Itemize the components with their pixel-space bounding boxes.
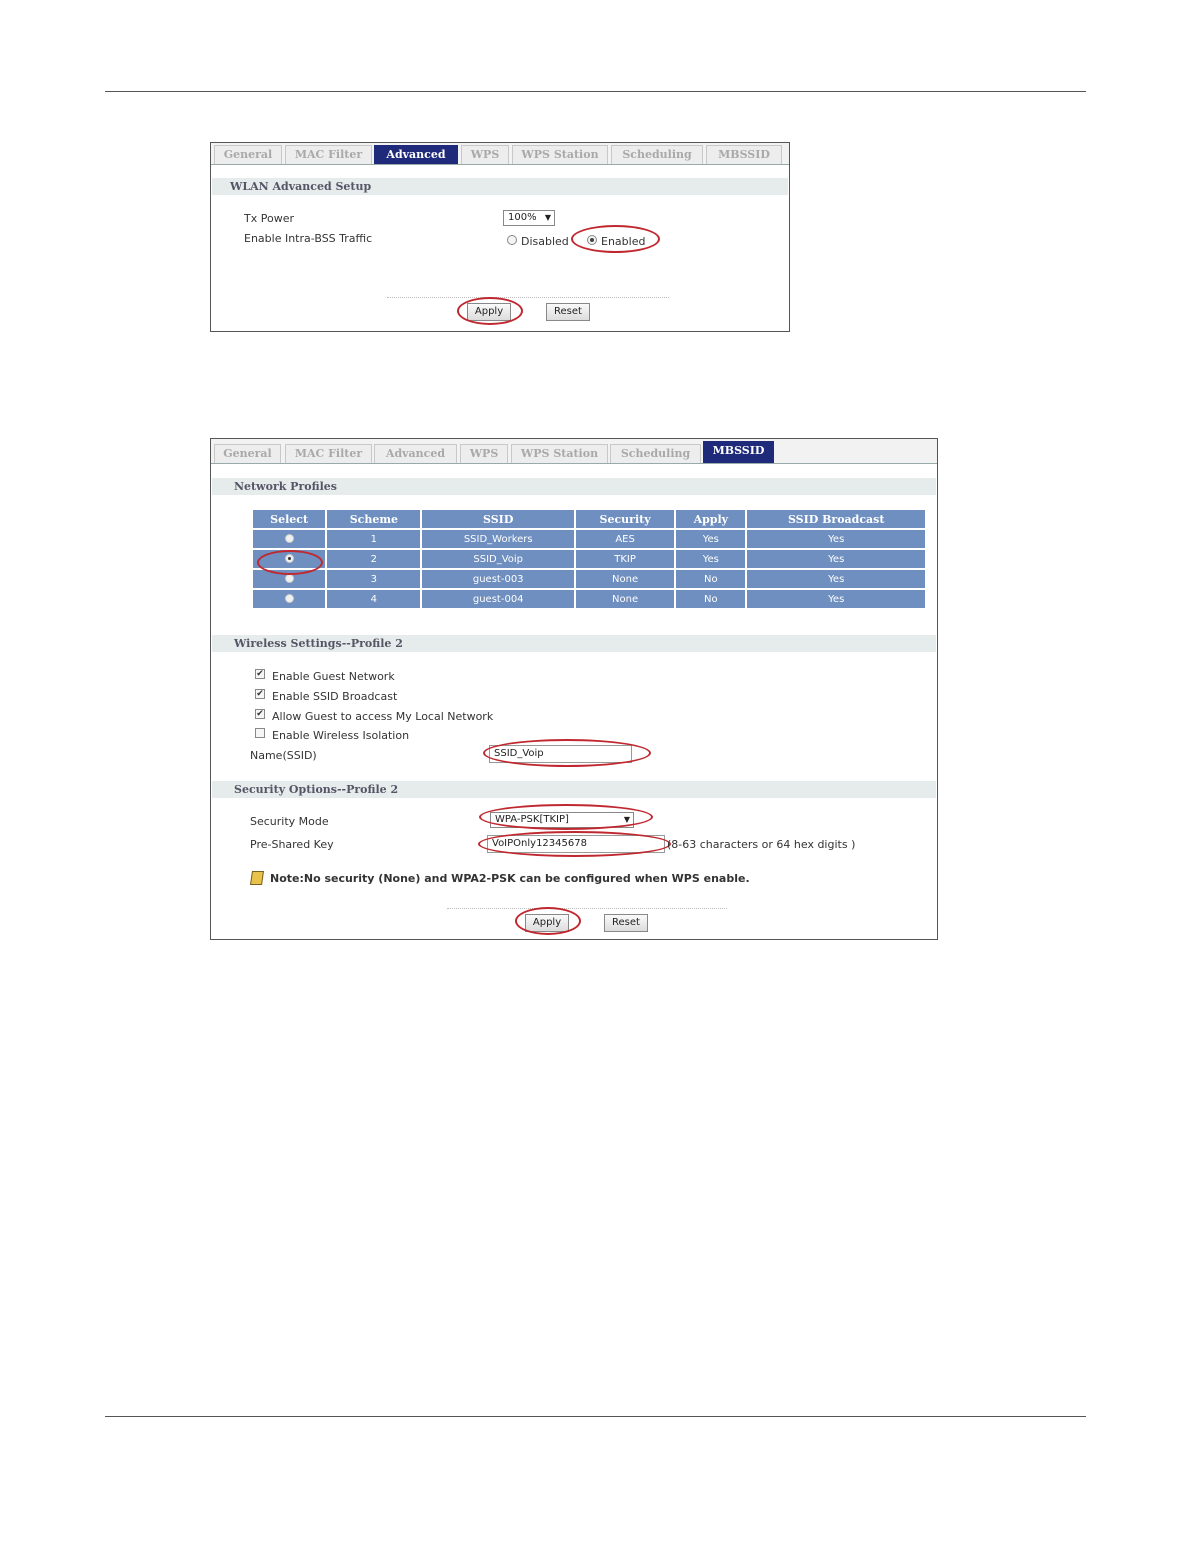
tab-wps[interactable]: WPS xyxy=(461,145,509,164)
ssid-name-input[interactable]: SSID_Voip xyxy=(489,745,632,763)
scheme-cell: 4 xyxy=(327,590,420,608)
tx-power-label: Tx Power xyxy=(244,212,294,225)
tab-bar xyxy=(211,143,789,165)
intra-bss-label: Enable Intra-BSS Traffic xyxy=(244,232,373,245)
tab-general[interactable]: General xyxy=(214,145,282,164)
row-radio[interactable] xyxy=(285,594,294,603)
header-security: Security xyxy=(576,510,674,528)
security-mode-value: WPA-PSK[TKIP] xyxy=(495,814,569,825)
intra-bss-enabled-radio[interactable] xyxy=(587,235,597,245)
name-ssid-label: Name(SSID) xyxy=(250,749,317,762)
apply-cell: No xyxy=(676,590,745,608)
tab-general[interactable]: General xyxy=(214,444,281,463)
tab-bar xyxy=(211,439,937,464)
broadcast-cell: Yes xyxy=(747,590,925,608)
security-mode-label: Security Mode xyxy=(250,815,329,828)
ssid-cell: guest-003 xyxy=(422,570,573,588)
ssid-cell: guest-004 xyxy=(422,590,573,608)
wireless-isolation-label: Enable Wireless Isolation xyxy=(272,729,410,742)
select-cell[interactable] xyxy=(253,550,325,568)
scheme-cell: 1 xyxy=(327,530,420,548)
reset-button[interactable]: Reset xyxy=(546,303,590,321)
tab-scheduling[interactable]: Scheduling xyxy=(610,444,701,463)
note-icon xyxy=(250,871,264,885)
table-row[interactable] xyxy=(253,550,925,568)
tab-advanced[interactable]: Advanced xyxy=(374,145,458,164)
guest-local-access-checkbox[interactable]: ✔ xyxy=(256,709,264,719)
row-radio[interactable] xyxy=(285,574,294,583)
ssid-broadcast-checkbox[interactable]: ✔ xyxy=(256,689,264,699)
select-cell[interactable] xyxy=(253,570,325,588)
security-cell: None xyxy=(576,590,674,608)
row-radio[interactable] xyxy=(285,554,294,563)
guest-network-label: Enable Guest Network xyxy=(272,670,395,683)
apply-button[interactable]: Apply xyxy=(467,303,511,321)
tab-mac-filter[interactable]: MAC Filter xyxy=(285,444,372,463)
apply-cell: No xyxy=(676,570,745,588)
row-radio[interactable] xyxy=(285,534,294,543)
table-row[interactable] xyxy=(253,530,925,548)
select-cell[interactable] xyxy=(253,590,325,608)
wps-note: Note:No security (None) and WPA2-PSK can be configured when WPS enable. xyxy=(270,872,750,885)
header-ssid: SSID xyxy=(422,510,573,528)
tab-advanced[interactable]: Advanced xyxy=(374,444,457,463)
header-ssid-broadcast: SSID Broadcast xyxy=(747,510,925,528)
wireless-isolation-checkbox[interactable] xyxy=(255,728,265,738)
tab-scheduling[interactable]: Scheduling xyxy=(611,145,703,164)
table-row[interactable] xyxy=(253,570,925,588)
psk-label: Pre-Shared Key xyxy=(250,838,334,851)
tab-wps[interactable]: WPS xyxy=(460,444,508,463)
ssid-broadcast-label: Enable SSID Broadcast xyxy=(272,690,398,703)
bottom-rule xyxy=(105,1416,1086,1417)
security-cell: AES xyxy=(576,530,674,548)
select-cell[interactable] xyxy=(253,530,325,548)
intra-bss-disabled-label: Disabled xyxy=(521,235,569,248)
ssid-cell: SSID_Workers xyxy=(422,530,573,548)
guest-local-access-label: Allow Guest to access My Local Network xyxy=(272,710,494,723)
broadcast-cell: Yes xyxy=(747,570,925,588)
psk-input[interactable]: VoIPOnly12345678 xyxy=(487,835,665,853)
divider xyxy=(387,297,669,298)
header-apply: Apply xyxy=(676,510,745,528)
broadcast-cell: Yes xyxy=(747,530,925,548)
network-profiles-title: Network Profiles xyxy=(212,477,936,495)
apply-button[interactable]: Apply xyxy=(525,914,569,932)
intra-bss-enabled-label: Enabled xyxy=(601,235,646,248)
tx-power-value: 100% xyxy=(508,212,537,223)
tab-mbssid[interactable]: MBSSID xyxy=(703,441,774,463)
table-header xyxy=(253,510,925,528)
mbssid-panel xyxy=(210,438,938,940)
intra-bss-disabled-radio[interactable] xyxy=(507,235,517,245)
security-mode-select[interactable] xyxy=(490,812,634,828)
tab-mac-filter[interactable]: MAC Filter xyxy=(285,145,372,164)
divider xyxy=(447,908,727,909)
scheme-cell: 2 xyxy=(327,550,420,568)
security-cell: None xyxy=(576,570,674,588)
tab-mbssid[interactable]: MBSSID xyxy=(706,145,782,164)
scheme-cell: 3 xyxy=(327,570,420,588)
broadcast-cell: Yes xyxy=(747,550,925,568)
tx-power-select[interactable] xyxy=(503,210,555,226)
security-cell: TKIP xyxy=(576,550,674,568)
wireless-settings-title: Wireless Settings--Profile 2 xyxy=(212,634,936,652)
header-select: Select xyxy=(253,510,325,528)
tab-wps-station[interactable]: WPS Station xyxy=(511,444,608,463)
header-scheme: Scheme xyxy=(327,510,420,528)
ssid-cell: SSID_Voip xyxy=(422,550,573,568)
guest-network-checkbox[interactable]: ✔ xyxy=(256,669,264,679)
apply-cell: Yes xyxy=(676,530,745,548)
security-options-title: Security Options--Profile 2 xyxy=(212,780,936,798)
section-title: WLAN Advanced Setup xyxy=(212,177,788,195)
network-profiles-table xyxy=(251,508,927,610)
dropdown-arrow-icon: ▼ xyxy=(544,213,551,222)
apply-cell: Yes xyxy=(676,550,745,568)
dropdown-arrow-icon: ▼ xyxy=(623,815,630,824)
top-rule xyxy=(105,91,1086,92)
table-row[interactable] xyxy=(253,590,925,608)
reset-button[interactable]: Reset xyxy=(604,914,648,932)
wlan-advanced-panel xyxy=(210,142,790,332)
tab-wps-station[interactable]: WPS Station xyxy=(512,145,608,164)
psk-hint: (8-63 characters or 64 hex digits ) xyxy=(667,838,856,851)
